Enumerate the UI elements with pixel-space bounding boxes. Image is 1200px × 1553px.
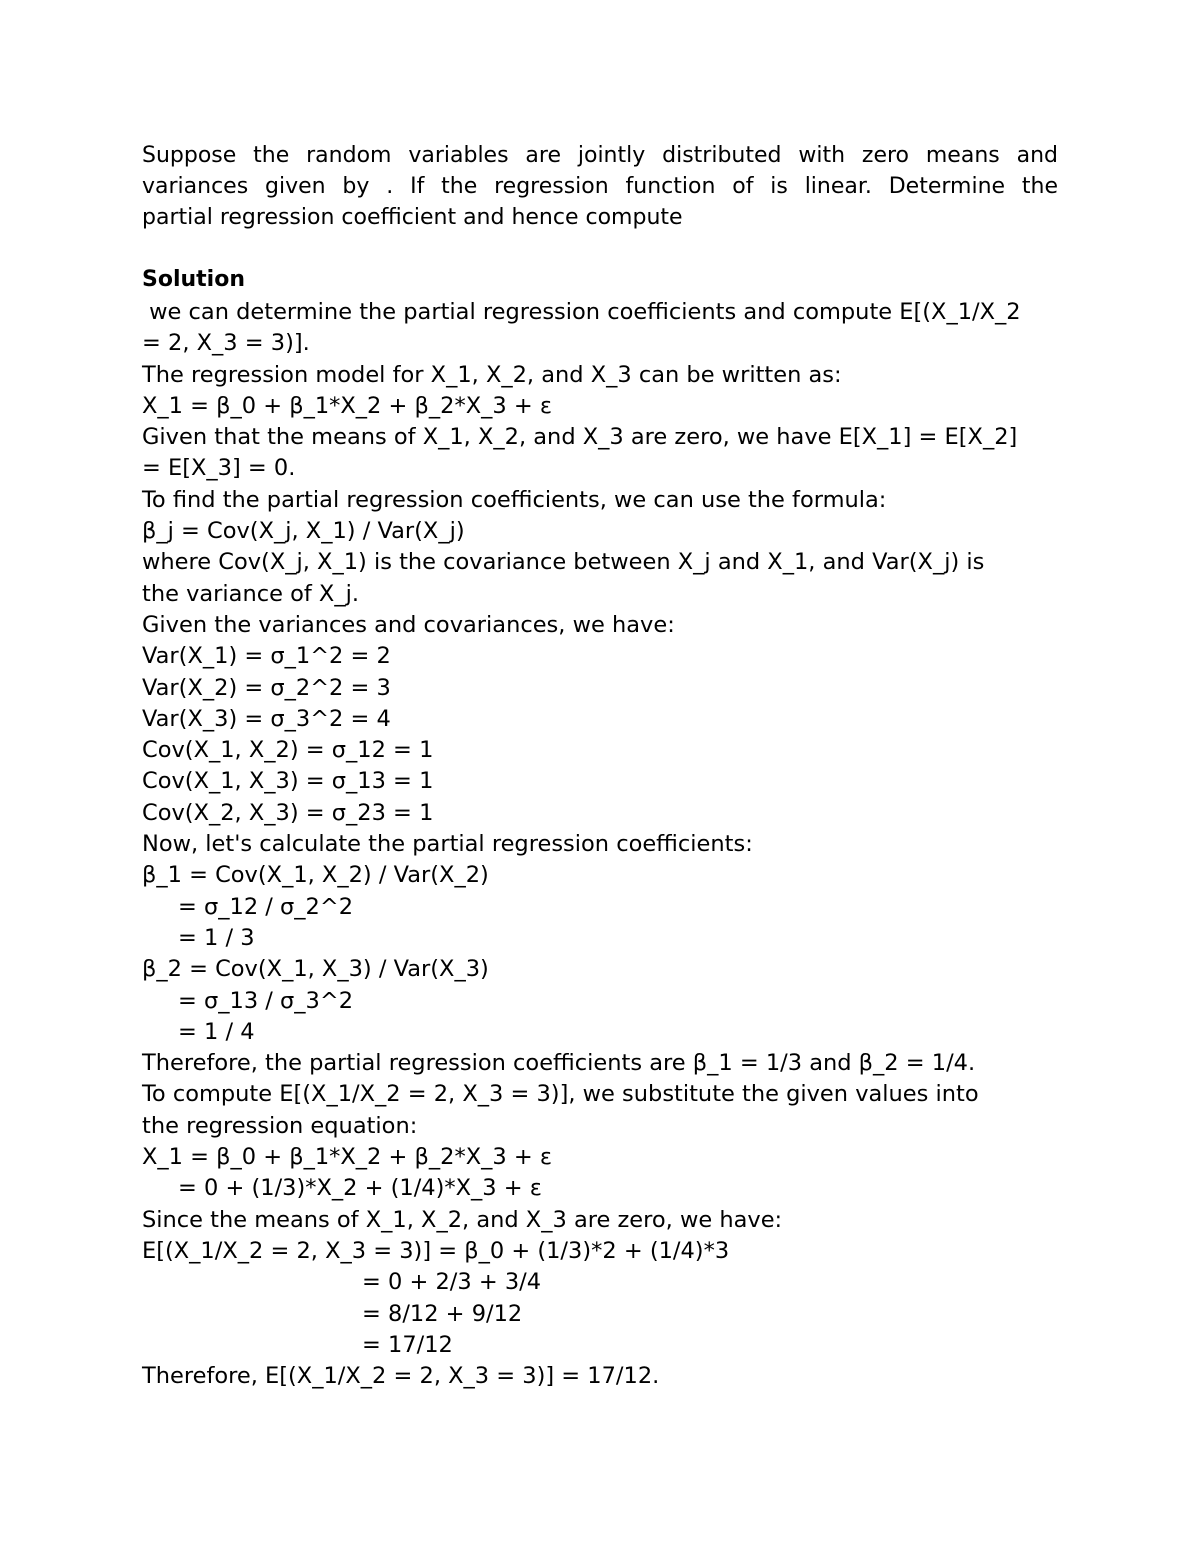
question-line: variances given by . If the regression function of is linear. Determine the (142, 174, 1058, 199)
solution-line: Therefore, E[(X_1/X_2 = 2, X_3 = 3)] = 17/12. (142, 1363, 660, 1390)
solution-line: Now, let's calculate the partial regression coefficients: (142, 831, 753, 858)
solution-heading: Solution (142, 267, 245, 292)
question-paragraph (142, 140, 1058, 233)
solution-line: Therefore, the partial regression coefficients are β_1 = 1/3 and β_2 = 1/4. (142, 1050, 976, 1077)
solution-line: = 0 + 2/3 + 3/4 (362, 1269, 542, 1296)
solution-line: To compute E[(X_1/X_2 = 2, X_3 = 3)], we substitute the given values into (142, 1081, 979, 1108)
solution-line: = 17/12 (362, 1331, 453, 1358)
solution-line: = E[X_3] = 0. (142, 455, 296, 482)
solution-line: β_1 = Cov(X_1, X_2) / Var(X_2) (142, 862, 489, 889)
solution-line: β_j = Cov(X_j, X_1) / Var(X_j) (142, 518, 465, 545)
solution-line: Var(X_2) = σ_2^2 = 3 (142, 674, 391, 701)
solution-line: Cov(X_1, X_3) = σ_13 = 1 (142, 768, 434, 795)
solution-body (142, 297, 1072, 1392)
solution-line: E[(X_1/X_2 = 2, X_3 = 3)] = β_0 + (1/3)*2 + (1/4)*3 (142, 1237, 730, 1264)
solution-line: Var(X_3) = σ_3^2 = 4 (142, 705, 391, 732)
solution-line: = 1 / 4 (178, 1018, 255, 1045)
solution-line: = 2, X_3 = 3)]. (142, 330, 310, 357)
solution-line: Cov(X_2, X_3) = σ_23 = 1 (142, 799, 434, 826)
solution-line: = σ_12 / σ_2^2 (178, 893, 354, 920)
solution-line: = 1 / 3 (178, 924, 255, 951)
solution-line: Var(X_1) = σ_1^2 = 2 (142, 643, 391, 670)
solution-line: Cov(X_1, X_2) = σ_12 = 1 (142, 737, 434, 764)
solution-line: Given that the means of X_1, X_2, and X_3 are zero, we have E[X_1] = E[X_2] (142, 424, 1018, 451)
solution-line: = σ_13 / σ_3^2 (178, 987, 354, 1014)
solution-line: the variance of X_j. (142, 580, 360, 607)
solution-line: To find the partial regression coefficients, we can use the formula: (142, 486, 887, 513)
solution-line: X_1 = β_0 + β_1*X_2 + β_2*X_3 + ε (142, 392, 552, 419)
solution-line: The regression model for X_1, X_2, and X_3 can be written as: (142, 361, 842, 388)
solution-line: Given the variances and covariances, we have: (142, 611, 675, 638)
solution-line: X_1 = β_0 + β_1*X_2 + β_2*X_3 + ε (142, 1144, 552, 1171)
solution-line: where Cov(X_j, X_1) is the covariance between X_j and X_1, and Var(X_j) is (142, 549, 985, 576)
solution-line: = 8/12 + 9/12 (362, 1300, 523, 1327)
solution-line: Since the means of X_1, X_2, and X_3 are zero, we have: (142, 1206, 783, 1233)
question-line: Suppose the random variables are jointly distributed with zero means and (142, 143, 1058, 168)
solution-line: = 0 + (1/3)*X_2 + (1/4)*X_3 + ε (178, 1175, 542, 1202)
solution-line: the regression equation: (142, 1112, 418, 1139)
solution-line: β_2 = Cov(X_1, X_3) / Var(X_3) (142, 956, 489, 983)
solution-line: we can determine the partial regression coefficients and compute E[(X_1/X_2 (142, 299, 1021, 325)
question-line: partial regression coefficient and hence compute (142, 205, 683, 230)
